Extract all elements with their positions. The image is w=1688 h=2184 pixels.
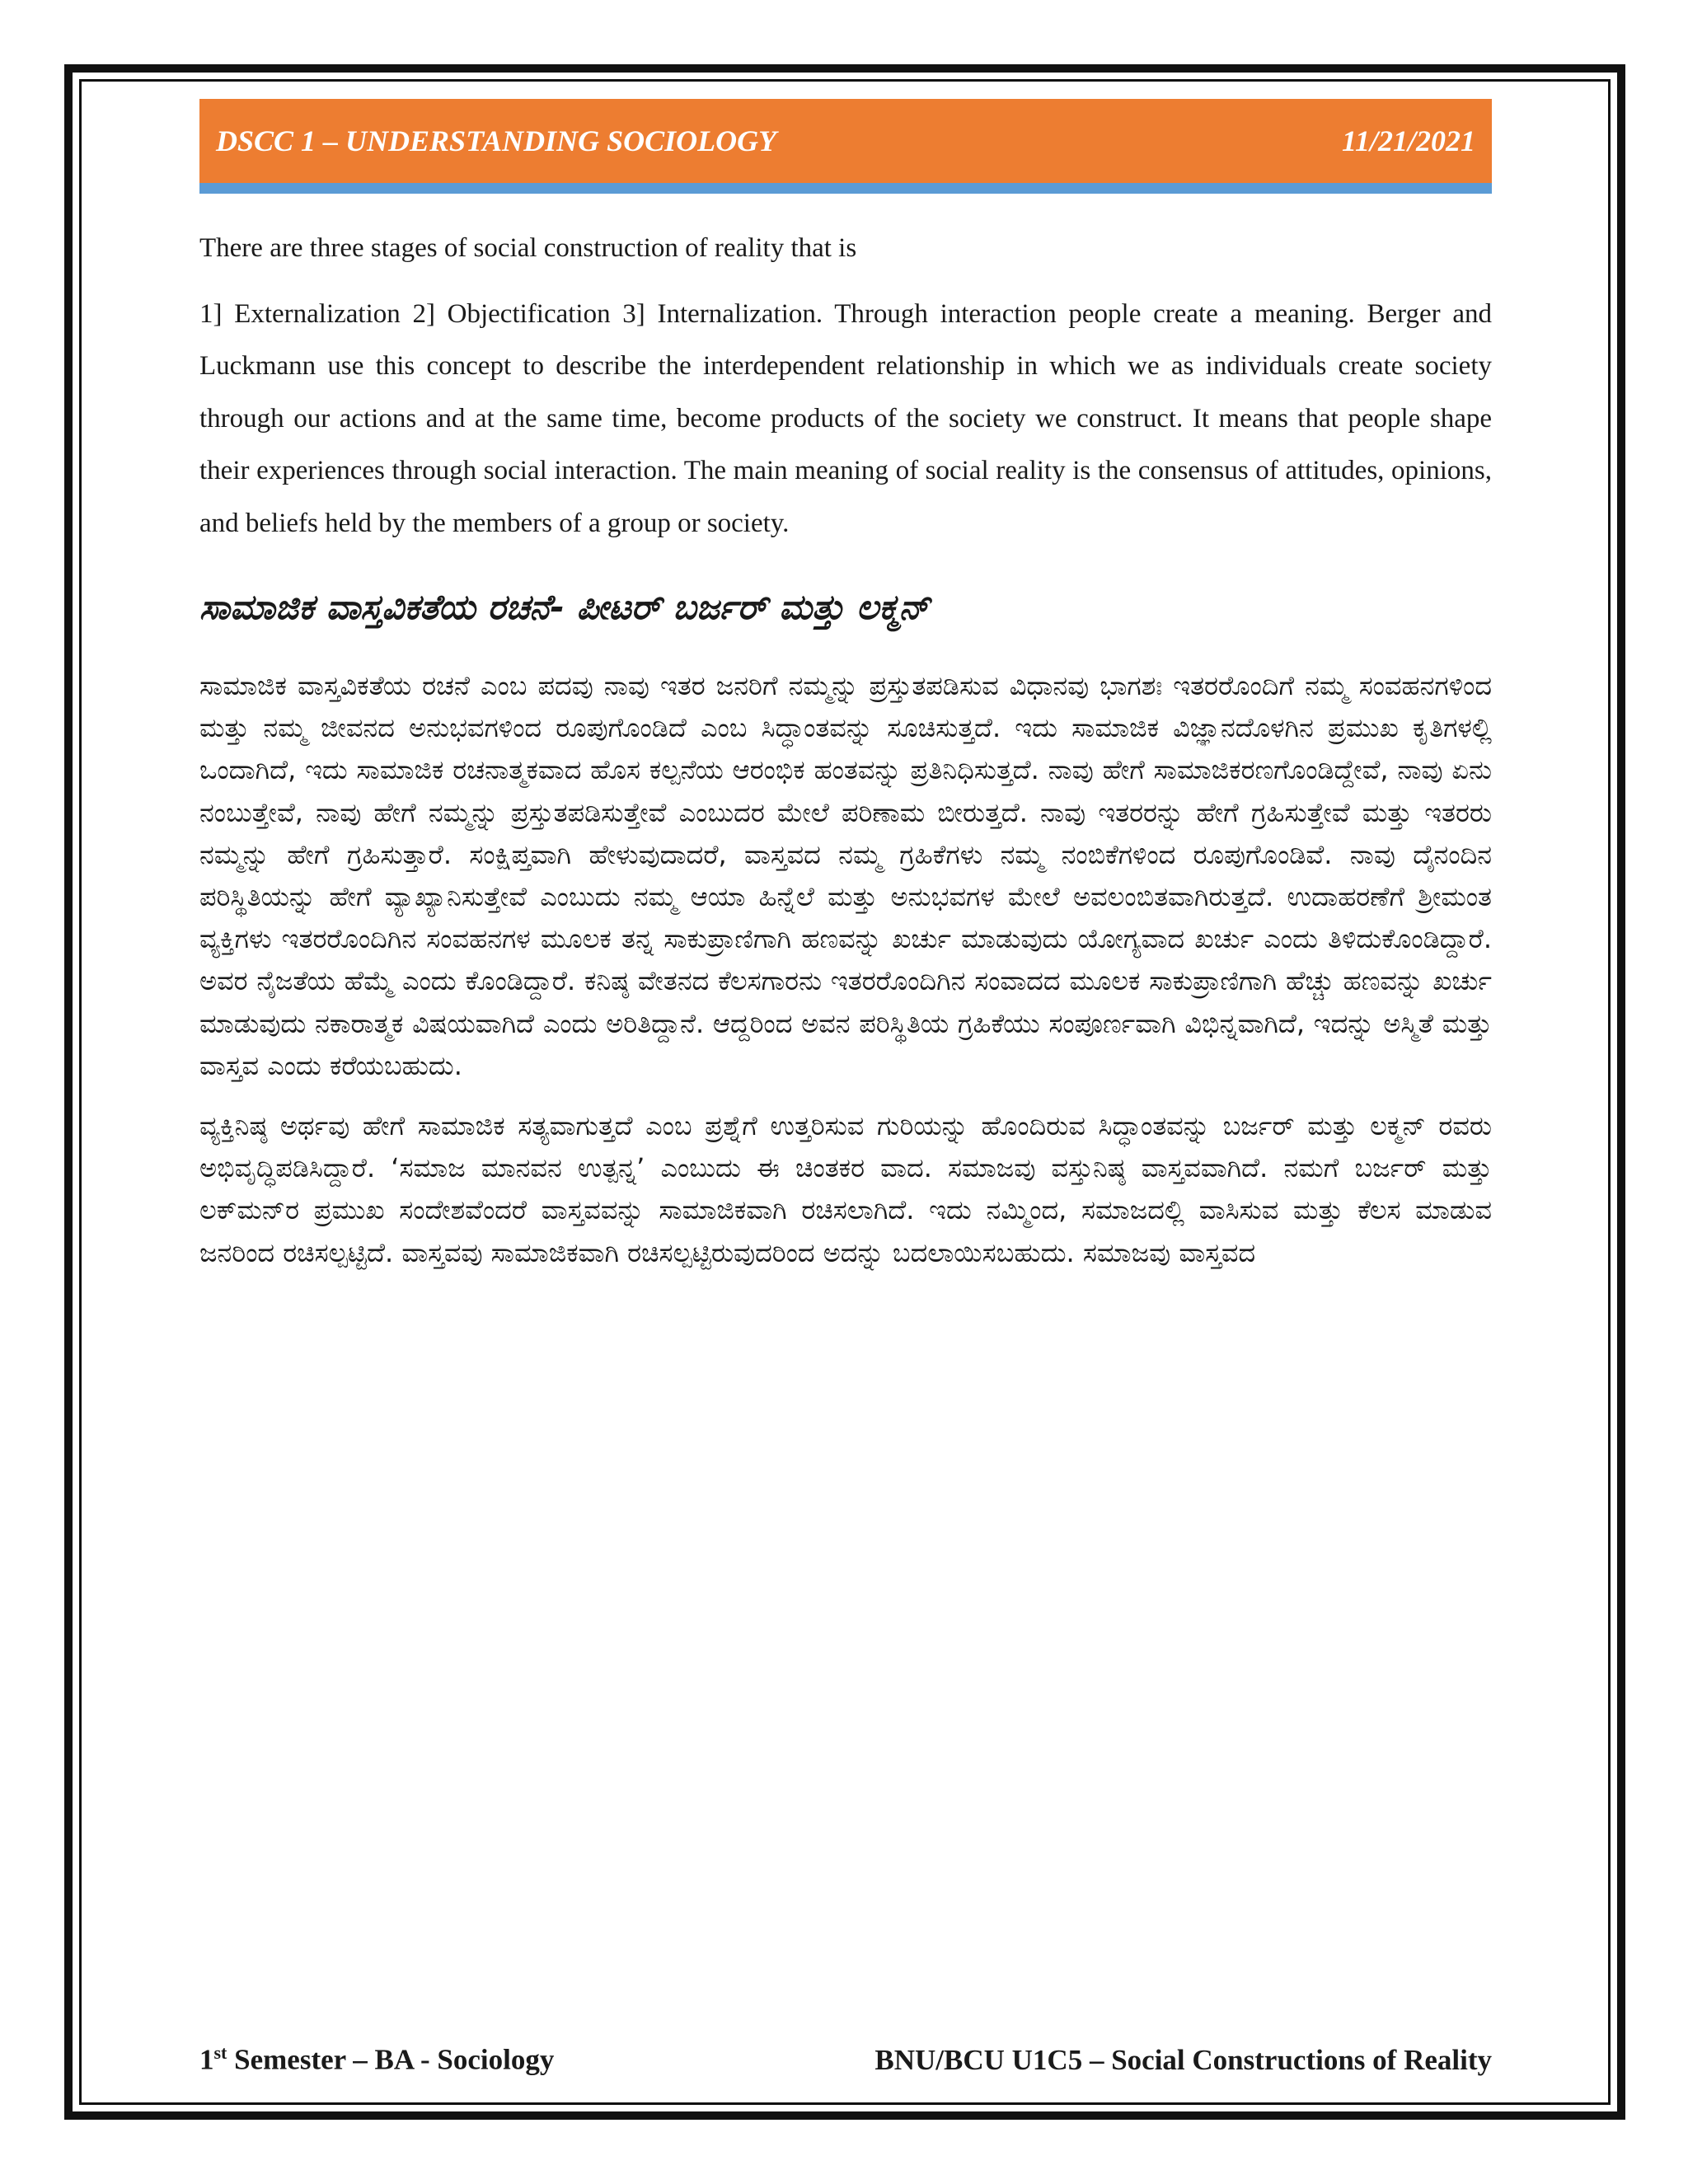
document-body [199, 223, 1492, 1274]
kannada-paragraph-1: ಸಾಮಾಜಿಕ ವಾಸ್ತವಿಕತೆಯ ರಚನೆ ಎಂಬ ಪದವು ನಾವು ಇತರ ಜನರಿಗೆ ನಮ್ಮನ್ನು ಪ್ರಸ್ತುತಪಡಿಸುವ ವಿಧಾನವು ಭಾಗಶಃ ಇತರರೊಂದಿಗೆ ನಮ್ಮ ಸಂವಹನಗಳಿಂದ ಮತ್ತು ನಮ್ಮ ಜೀವನದ ಅನುಭವಗಳಿಂದ ರೂಪುಗೊಂಡಿದೆ ಎಂಬ ಸಿದ್ಧಾಂತವನ್ನು ಸೂಚಿಸುತ್ತದೆ. ಇದು ಸಾಮಾಜಿಕ ವಿಜ್ಞಾನದೊಳಗಿನ ಪ್ರಮುಖ ಕೃತಿಗಳಲ್ಲಿ ಒಂದಾಗಿದೆ, ಇದು ಸಾಮಾಜಿಕ ರಚನಾತ್ಮಕವಾದ ಹೊಸ ಕಲ್ಪನೆಯ ಆರಂಭಿಕ ಹಂತವನ್ನು ಪ್ರತಿನಿಧಿಸುತ್ತದೆ. ನಾವು ಹೇಗೆ ಸಾಮಾಜಿಕರಣಗೊಂಡಿದ್ದೇವೆ, ನಾವು ಏನು ನಂಬುತ್ತೇವೆ, ನಾವು ಹೇಗೆ ನಮ್ಮನ್ನು ಪ್ರಸ್ತುತಪಡಿಸುತ್ತೇವೆ ಎಂಬುದರ ಮೇಲೆ ಪರಿಣಾಮ ಬೀರುತ್ತದೆ. ನಾವು ಇತರರನ್ನು ಹೇಗೆ ಗ್ರಹಿಸುತ್ತೇವೆ ಮತ್ತು ಇತರರು ನಮ್ಮನ್ನು ಹೇಗೆ ಗ್ರಹಿಸುತ್ತಾರೆ. ಸಂಕ್ಷಿಪ್ತವಾಗಿ ಹೇಳುವುದಾದರೆ, ವಾಸ್ತವದ ನಮ್ಮ ಗ್ರಹಿಕೆಗಳು ನಮ್ಮ ನಂಬಿಕೆಗಳಿಂದ ರೂಪುಗೊಂಡಿವೆ. ನಾವು ದೈನಂದಿನ ಪರಿಸ್ಥಿತಿಯನ್ನು ಹೇಗೆ ವ್ಯಾಖ್ಯಾನಿಸುತ್ತೇವೆ ಎಂಬುದು ನಮ್ಮ ಆಯಾ ಹಿನ್ನೆಲೆ ಮತ್ತು ಅನುಭವಗಳ ಮೇಲೆ ಅವಲಂಬಿತವಾಗಿರುತ್ತದೆ. ಉದಾಹರಣೆಗೆ ಶ್ರೀಮಂತ ವ್ಯಕ್ತಿಗಳು ಇತರರೊಂದಿಗಿನ ಸಂವಹನಗಳ ಮೂಲಕ ತನ್ನ ಸಾಕುಪ್ರಾಣಿಗಾಗಿ ಹಣವನ್ನು ಖರ್ಚು ಮಾಡುವುದು ಯೋಗ್ಯವಾದ ಖರ್ಚು ಎಂದು ತಿಳಿದುಕೊಂಡಿದ್ದಾರೆ. ಅವರ ನೈಜತೆಯ ಹೆಮ್ಮೆ ಎಂದು ಕೊಂಡಿದ್ದಾರೆ. ಕನಿಷ್ಠ ವೇತನದ ಕೆಲಸಗಾರನು ಇತರರೊಂದಿಗಿನ ಸಂವಾದದ ಮೂಲಕ ಸಾಕುಪ್ರಾಣಿಗಾಗಿ ಹೆಚ್ಚು ಹಣವನ್ನು ಖರ್ಚು ಮಾಡುವುದು ನಕಾರಾತ್ಮಕ ವಿಷಯವಾಗಿದೆ ಎಂದು ಅರಿತಿದ್ದಾನೆ. ಆದ್ದರಿಂದ ಅವನ ಪರಿಸ್ಥಿತಿಯ ಗ್ರಹಿಕೆಯು ಸಂಪೂರ್ಣವಾಗಿ ವಿಭಿನ್ನವಾಗಿದೆ, ಇದನ್ನು ಅಸ್ಮಿತೆ ಮತ್ತು ವಾಸ್ತವ ಎಂದು ಕರೆಯಬಹುದು. [199, 670, 1492, 1081]
header-date: 11/21/2021 [1341, 124, 1475, 157]
footer-semester-suffix: st [213, 2042, 227, 2063]
footer-semester [199, 2042, 554, 2077]
header-course-title: DSCC 1 – UNDERSTANDING SOCIOLOGY [216, 124, 777, 157]
page-footer [199, 2042, 1492, 2077]
footer-semester-text: Semester – BA - Sociology [227, 2043, 555, 2076]
kannada-heading: ಸಾಮಾಜಿಕ ವಾಸ್ತವಿಕತೆಯ ರಚನೆ- ಪೀಟರ್ ಬರ್ಜರ್ ಮತ್ತು ಲಕ್ಮನ್ [199, 587, 930, 627]
kannada-paragraph-2: ವ್ಯಕ್ತಿನಿಷ್ಠ ಅರ್ಥವು ಹೇಗೆ ಸಾಮಾಜಿಕ ಸತ್ಯವಾಗುತ್ತದೆ ಎಂಬ ಪ್ರಶ್ನೆಗೆ ಉತ್ತರಿಸುವ ಗುರಿಯನ್ನು ಹೊಂದಿರುವ ಸಿದ್ಧಾಂತವನ್ನು ಬರ್ಜರ್ ಮತ್ತು ಲಕ್ಮನ್ ರವರು ಅಭಿವೃದ್ಧಿಪಡಿಸಿದ್ದಾರೆ. ‘ಸಮಾಜ ಮಾನವನ ಉತ್ಪನ್ನ’ ಎಂಬುದು ಈ ಚಿಂತಕರ ವಾದ. ಸಮಾಜವು ವಸ್ತುನಿಷ್ಠ ವಾಸ್ತವವಾಗಿದೆ. ನಮಗೆ ಬರ್ಜರ್ ಮತ್ತು ಲಕ್‌ಮನ್‌ರ ಪ್ರಮುಖ ಸಂದೇಶವೆಂದರೆ ವಾಸ್ತವವನ್ನು ಸಾಮಾಜಿಕವಾಗಿ ರಚಿಸಲಾಗಿದೆ. ಇದು ನಮ್ಮಿಂದ, ಸಮಾಜದಲ್ಲಿ ವಾಸಿಸುವ ಮತ್ತು ಕೆಲಸ ಮಾಡುವ ಜನರಿಂದ ರಚಿಸಲ್ಪಟ್ಟಿದೆ. ವಾಸ್ತವವು ಸಾಮಾಜಿಕವಾಗಿ ರಚಿಸಲ್ಪಟ್ಟಿರುವುದರಿಂದ ಅದನ್ನು ಬದಲಾಯಿಸಬಹುದು. ಸಮಾಜವು ವಾಸ್ತವದ [199, 1110, 1492, 1268]
header-bar [199, 99, 1492, 183]
footer-course-code: BNU/BCU U1C5 – Social Constructions of Reality [874, 2043, 1492, 2076]
intro-paragraph: There are three stages of social construction of reality that is [199, 233, 857, 263]
header-rule [199, 183, 1492, 194]
stages-paragraph: 1] Externalization 2] Objectification 3] Internalization. Through interaction people create a meaning. Berger and Luckmann use this concept to describe the interdependent relationship in which we as individuals create society through our actions and at the same time, become products of the society we construct. It means that people shape their experiences through social interaction. The main meaning of social reality is the consensus of attitudes, opinions, and beliefs held by the members of a group or society. [199, 298, 1492, 538]
footer-semester-number: 1 [199, 2043, 214, 2076]
